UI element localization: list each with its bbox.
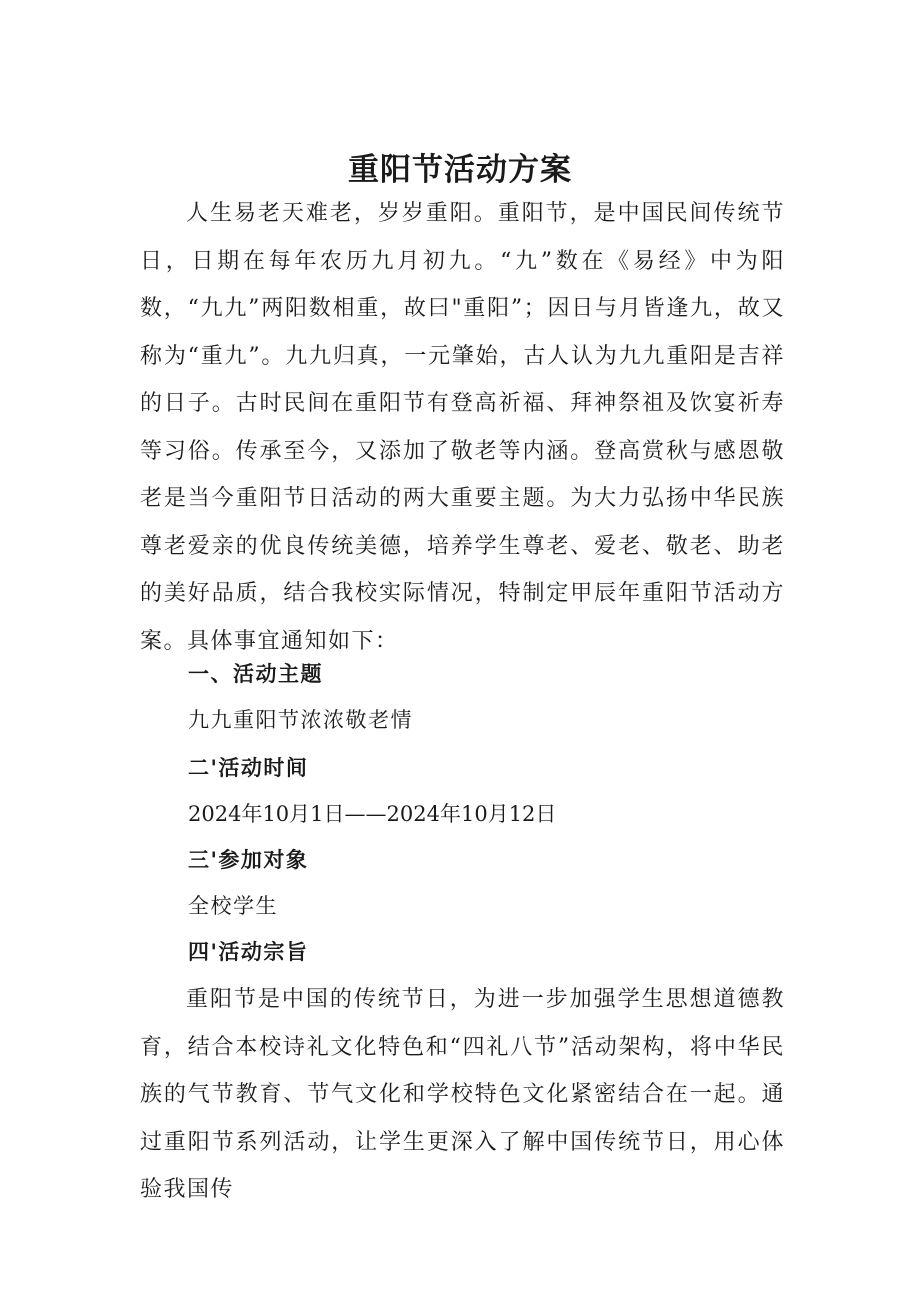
section-heading-theme: 一、活动主题: [188, 662, 323, 686]
section-content-time: 2024年10月1日——2024年10月12日: [188, 802, 557, 826]
section-heading-purpose: 四'活动宗旨: [188, 940, 309, 964]
purpose-paragraph: 重阳节是中国的传统节日，为进一步加强学生思想道德教育，结合本校诗礼文化特色和“四礼八节”活动架构，将中华民族的气节教育、节气文化和学校特色文化紧密结合在一起。通过重阳节系列活动，让学生更深入了解中国传统节日，用心体验我国传: [140, 987, 785, 1202]
section-heading-participants: 三'参加对象: [188, 848, 309, 872]
section-content-theme: 九九重阳节浓浓敬老情: [188, 708, 413, 732]
document-title: 重阳节活动方案: [348, 151, 572, 188]
intro-paragraph: 人生易老天难老，岁岁重阳。重阳节，是中国民间传统节日，日期在每年农历九月初九。“九”数在《易经》中为阳数，“九九”两阳数相重，故曰"重阳”；因日与月皆逢九，故又称为“重九”。九九归真，一元肇始，古人认为九九重阳是吉祥的日子。古时民间在重阳节有登高祈福、拜神祭祖及饮宴祈寿等习俗。传承至今，又添加了敬老等内涵。登高赏秋与感恩敬老是当今重阳节日活动的两大重要主题。为大力弘扬中华民族尊老爱亲的优良传统美德，培养学生尊老、爱老、敬老、助老的美好品质，结合我校实际情况，特制定甲辰年重阳节活动方案。具体事宜通知如下：: [140, 201, 785, 654]
section-heading-time: 二'活动时间: [188, 756, 309, 780]
section-content-participants: 全校学生: [188, 894, 278, 918]
